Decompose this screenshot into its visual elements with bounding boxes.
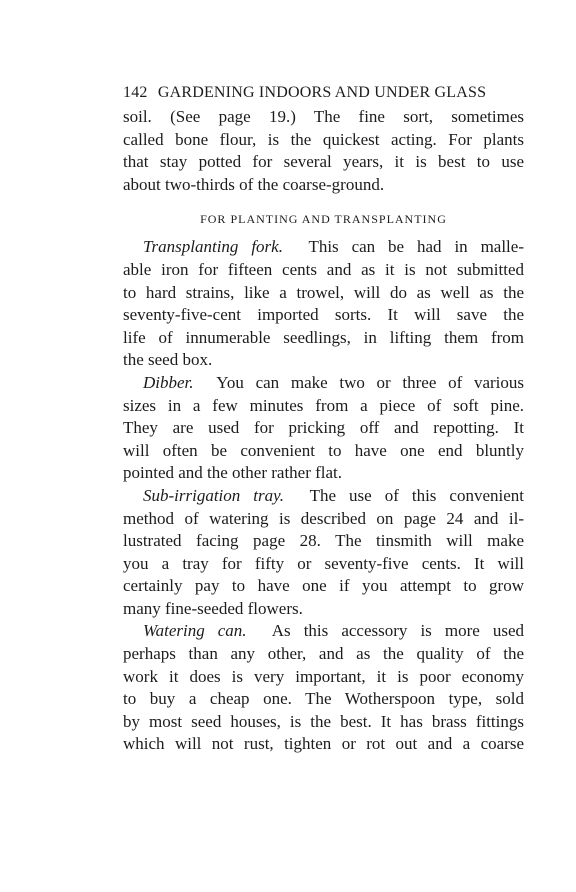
- entry-sub-irrigation-tray: [123, 485, 524, 621]
- entry-transplanting-fork: [123, 236, 524, 372]
- text-line: soil. (See page 19.) The fine sort, sometimes: [123, 107, 524, 126]
- text-line: certainly pay to have one if you attempt to grow: [123, 576, 524, 596]
- entry-text: This can be had in malle-: [308, 237, 524, 257]
- section-heading: FOR PLANTING AND TRANSPLANTING: [200, 212, 447, 227]
- text-line: work it does is very important, it is poor economy: [123, 666, 524, 686]
- entry-first-line: [123, 372, 524, 395]
- text-line: called bone flour, is the quickest acting. For plants: [123, 129, 524, 149]
- text-line: perhaps than any other, and as the quality of the: [123, 644, 524, 664]
- entry-text: You can make two or three of various: [216, 372, 524, 392]
- text-line: you a tray for fifty or seventy-five cents. It will: [123, 553, 524, 573]
- book-page: [123, 84, 524, 756]
- text-line: able iron for fifteen cents and as it is not submitted: [123, 259, 524, 279]
- entry-term: Watering can.: [143, 621, 247, 641]
- intro-paragraph: [123, 106, 524, 196]
- entry-term: Sub-irrigation tray.: [143, 485, 284, 505]
- text-line: sizes in a few minutes from a piece of soft pine.: [123, 395, 524, 415]
- running-head: [123, 84, 524, 102]
- text-line: to hard strains, like a trowel, will do as well as the: [123, 282, 524, 302]
- text-line: seventy-five-cent imported sorts. It will save the: [123, 305, 524, 325]
- text-line: the seed box.: [123, 350, 213, 370]
- entry-first-line: [123, 620, 524, 643]
- entry-dibber: [123, 372, 524, 485]
- text-line: They are used for pricking off and repotting. It: [123, 418, 524, 438]
- entry-term: Dibber.: [143, 372, 194, 392]
- text-line: to buy a cheap one. The Wotherspoon type, sold: [123, 689, 524, 709]
- entry-first-line: [123, 485, 524, 508]
- text-line: pointed and the other rather flat.: [123, 463, 343, 483]
- text-line: that stay potted for several years, it is best to use: [123, 152, 524, 172]
- entry-text: As this accessory is more used: [271, 621, 524, 641]
- text-line: which will not rust, tighten or rot out and a coarse: [123, 734, 524, 754]
- entry-first-line: [123, 236, 524, 259]
- text-line: lustrated facing page 28. The tinsmith will make: [123, 531, 524, 551]
- entry-term: Transplanting fork.: [143, 237, 283, 257]
- text-line: by most seed houses, is the best. It has brass fittings: [123, 711, 524, 731]
- text-line: will often be convenient to have one end bluntly: [123, 440, 524, 460]
- entry-watering-can: [123, 620, 524, 756]
- page-number: 142: [123, 84, 148, 101]
- text-line: life of innumerable seedlings, in lifting them from: [123, 327, 524, 347]
- entry-text: The use of this convenient: [309, 485, 524, 505]
- text-line: about two-thirds of the coarse-ground.: [123, 174, 385, 194]
- running-title: GARDENING INDOORS AND UNDER GLASS: [157, 84, 487, 101]
- text-line: method of watering is described on page 24 and il-: [123, 508, 524, 528]
- text-line: many fine-seeded flowers.: [123, 598, 303, 618]
